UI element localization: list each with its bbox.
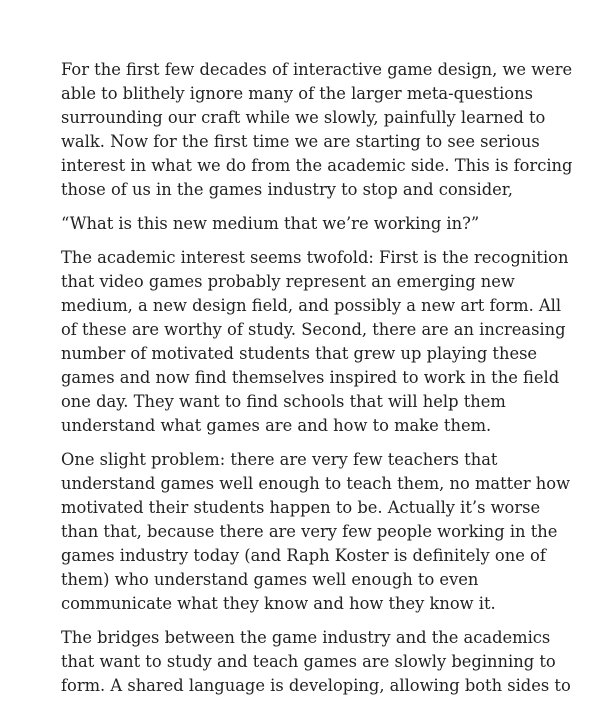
paragraph-5: [61, 626, 571, 698]
text-line: that want to study and teach games are slowly beginning to: [61, 652, 556, 671]
text-line: The bridges between the game industry and the academics: [61, 628, 551, 647]
text-line: able to blithely ignore many of the larger meta-questions: [61, 84, 533, 103]
text-line: that video games probably represent an emerging new: [61, 272, 515, 291]
text-line: of these are worthy of study. Second, there are an increasing: [61, 320, 566, 339]
text-line: form. A shared language is developing, allowing both sides to: [61, 676, 571, 695]
text-line: one day. They want to find schools that will help them: [61, 392, 506, 411]
text-line: motivated their students happen to be. Actually it’s worse: [61, 498, 541, 517]
text-line: For the first few decades of interactive game design, we were: [61, 60, 573, 79]
text-line: number of motivated students that grew up playing these: [61, 344, 538, 363]
text-line: games industry today (and Raph Koster is definitely one of: [61, 546, 546, 565]
text-line: communicate what they know and how they know it.: [61, 594, 496, 613]
text-line: medium, a new design field, and possibly a new art form. All: [61, 296, 562, 315]
text-line: The academic interest seems twofold: First is the recognition: [61, 248, 569, 267]
document-page: [61, 58, 573, 708]
text-line: games and now find themselves inspired to work in the field: [61, 368, 560, 387]
text-line: those of us in the games industry to stop and consider,: [61, 180, 513, 199]
text-line: walk. Now for the first time we are starting to see serious: [61, 132, 540, 151]
text-line: understand what games are and how to make them.: [61, 416, 492, 435]
text-line: “What is this new medium that we’re working in?”: [61, 214, 480, 233]
paragraph-1: [61, 58, 573, 202]
paragraph-2-quote: [61, 212, 541, 236]
paragraph-4: [61, 448, 571, 616]
text-line: interest in what we do from the academic side. This is forcing: [61, 156, 573, 175]
text-line: understand games well enough to teach them, no matter how: [61, 474, 571, 493]
text-line: than that, because there are very few people working in the: [61, 522, 558, 541]
text-line: surrounding our craft while we slowly, painfully learned to: [61, 108, 546, 127]
paragraph-3: [61, 246, 569, 438]
text-line: them) who understand games well enough to even: [61, 570, 479, 589]
text-line: One slight problem: there are very few teachers that: [61, 450, 498, 469]
